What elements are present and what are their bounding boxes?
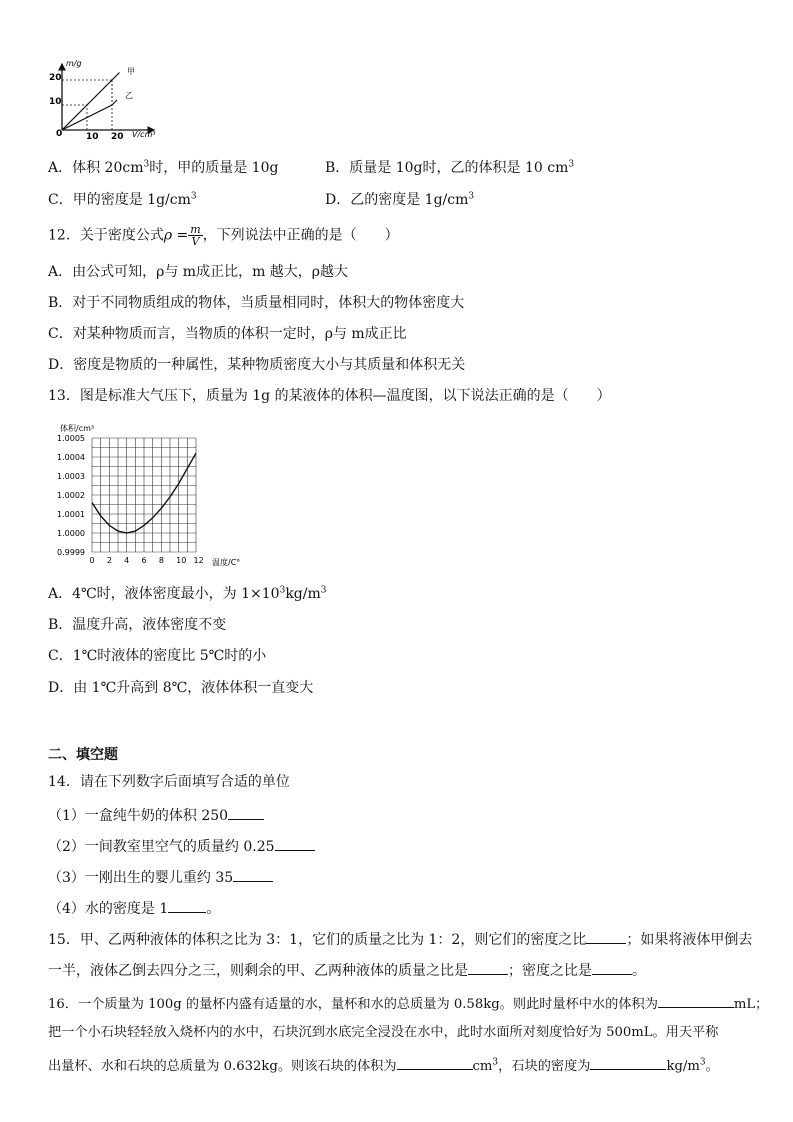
q15-blank-mass-ratio[interactable] (468, 959, 508, 975)
q13-xtick-4: 8 (158, 556, 164, 565)
q13-option-a[interactable]: A．4℃时，液体密度最小，为 $1\times 10^3kg/m^3$ (48, 585, 327, 602)
section-title-fill-in: 二、填空题 (48, 747, 118, 763)
q13-xtick-3: 6 (141, 556, 147, 565)
q12-option-b[interactable]: B．对于不同物质组成的物体，当质量相同时，体积大的物体密度大 (48, 295, 465, 311)
q13-option-d[interactable]: D．由 1℃升高到 8℃，液体体积一直变大 (48, 680, 314, 696)
q11-option-a[interactable]: A．体积 $20cm^3$时，甲的质量是 10g (48, 159, 279, 176)
q16-line-3: 出量杯、水和石块的总质量为 0.632kg。则该石块的体积为 $cm^3$，石块的密度为 $kg/m^3$。 (48, 1054, 719, 1077)
q12-option-a[interactable]: A．由公式可知，ρ与 m成正比，m 越大，ρ越大 (48, 264, 349, 280)
q13-ytick-0: 0.9999 (57, 548, 85, 557)
q13-stem: 13．图是标准大气压下，质量为 1g 的某液体的体积—温度图，以下说法正确的是（ ） (48, 388, 611, 404)
q11-series-jia-label: 甲 (127, 67, 135, 76)
q14-item-1: （1）一盒纯牛奶的体积 250 (48, 804, 264, 826)
q13-option-b[interactable]: B．温度升高，液体密度不变 (48, 617, 227, 633)
q16-blank-stone-volume[interactable] (397, 1054, 473, 1070)
q13-ytick-5: 1.0004 (57, 453, 85, 462)
q13-xtick-2: 4 (124, 556, 130, 565)
q11-option-b[interactable]: B．质量是 10g时，乙的体积是 10 $cm^3$ (325, 159, 575, 176)
q13-ytick-1: 1.0000 (57, 529, 85, 538)
q14-item-2: （2）一间教室里空气的质量约 0.25 (48, 835, 315, 857)
q13-ytick-2: 1.0001 (57, 510, 85, 519)
q14-stem: 14．请在下列数字后面填写合适的单位 (48, 774, 290, 790)
q16-line-2: 把一个小石块轻轻放入烧杯内的水中，石块沉到水底完全浸没在水中，此时水面所对刻度恰好为 500mL。用天平称 (48, 1025, 719, 1040)
q14-item-3: （3）一刚出生的婴儿重约 35 (48, 866, 273, 888)
q11-ylabel: m/g (66, 59, 82, 68)
q15-blank-density-ratio[interactable] (586, 928, 626, 944)
q13-ytick-6: 1.0005 (57, 434, 85, 443)
q15-line-1: 15．甲、乙两种液体的体积之比为 3：1，它们的质量之比为 1：2，则它们的密度之比 ；如果将液体甲倒去 (48, 928, 752, 950)
q13-xtick-5: 10 (176, 556, 187, 565)
q13-ytick-3: 1.0002 (57, 491, 85, 500)
q11-xtick-20: 20 (111, 132, 124, 142)
q12-option-c[interactable]: C．对某种物质而言，当物质的体积一定时，ρ与 m成正比 (48, 326, 407, 342)
q14-blank-2[interactable] (275, 835, 315, 851)
q13-option-c[interactable]: C．1℃时液体的密度比 5℃时的小 (48, 648, 267, 664)
q16-blank-stone-density[interactable] (590, 1054, 666, 1070)
q14-blank-3[interactable] (233, 866, 273, 882)
volume-temperature-chart (48, 420, 268, 572)
q12-stem: 12．关于密度公式ρ = $\frac{m}{V}$ ，下列说法中正确的是（ ） (48, 223, 399, 248)
q11-xtick-10: 10 (86, 132, 99, 142)
q11-option-c[interactable]: C．甲的密度是 $1g/cm^3$ (48, 191, 197, 208)
q11-option-d[interactable]: D．乙的密度是 $1g/cm^3$ (325, 191, 475, 208)
q11-xlabel: V/cm³ (132, 130, 156, 139)
mass-volume-chart (48, 58, 163, 146)
density-formula-fraction: $\frac{m}{V}$ (190, 223, 201, 248)
q11-series-line-0 (62, 73, 120, 131)
q16-line-1: 16．一个质量为 100g 的量杯内盛有适量的水，量杯和水的总质量为 0.58kg。则此时量杯中水的体积为 mL； (48, 992, 768, 1015)
q11-ytick-20: 20 (49, 73, 62, 83)
q13-xtick-0: 0 (89, 556, 95, 565)
q16-blank-water-volume[interactable] (658, 992, 734, 1008)
q13-ytick-4: 1.0003 (57, 472, 85, 481)
q13-xtick-6: 12 (193, 556, 204, 565)
q14-item-4: （4）水的密度是 1 。 (48, 897, 220, 919)
q13-ylabel: 体积/cm³ (60, 424, 95, 433)
q11-origin-label: 0 (56, 129, 63, 139)
q13-xlabel: 温度/C° (212, 558, 241, 567)
q14-blank-1[interactable] (228, 804, 264, 820)
q11-series-yi-label: 乙 (125, 91, 133, 100)
q11-series-line-1 (62, 100, 117, 130)
q13-xtick-1: 2 (106, 556, 112, 565)
q11-ytick-10: 10 (49, 97, 62, 107)
q12-option-d[interactable]: D．密度是物质的一种属性，某种物质密度大小与其质量和体积无关 (48, 357, 466, 373)
q15-line-2: 一半，液体乙倒去四分之三，则剩余的甲、乙两种液体的质量之比是 ；密度之比是 。 (48, 959, 646, 981)
q14-blank-4[interactable] (168, 897, 206, 913)
q15-blank-density-ratio-2[interactable] (592, 959, 632, 975)
